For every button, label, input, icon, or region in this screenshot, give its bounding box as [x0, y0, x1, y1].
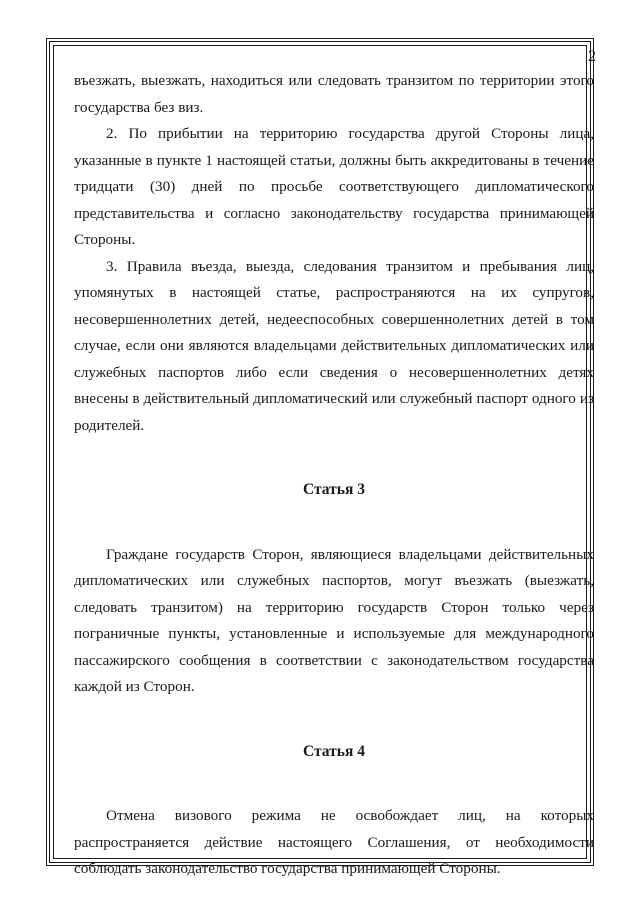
article-3-text: Граждане государств Сторон, являющиеся владельцами действительных дипломатических или служебных паспортов, могут въезжать (выезжать, следовать транзитом) на территорию государств Сторон только через пограничные пункты, установленные и используемые для международного пассажирского сообщения в соответствии с законодательством государства каждой из Сторон. — [74, 545, 594, 695]
paragraph-art2-item3: 3. Правила въезда, выезда, следования транзитом и пребывания лиц, упомянутых в настоящей статье, распространяются на их супругов, несовершеннолетних детей, недееспособных совершеннолетних детей в том случае, если они являются владельцами действительных дипломатических или служебных паспортов либо если сведения о несовершеннолетних детях внесены в действительный дипломатический или служебный паспорт одного из родителей. — [74, 257, 594, 434]
article-4-text: Отмена визового режима не освобождает лиц, на которых распространяется действие настоящего Соглашения, от необходимости соблюдать законодательство государства принимающей Стороны. — [74, 807, 594, 877]
document-body — [74, 68, 594, 883]
page-number: 2 — [588, 48, 596, 65]
article-3-heading: Статья 3 — [303, 481, 365, 498]
article-4-section — [74, 803, 594, 883]
article-3-section — [74, 542, 594, 701]
article-4-heading: Статья 4 — [303, 742, 365, 760]
paragraph-art2-continuation: въезжать, выезжать, находиться или следовать транзитом по территории этого государства без виз. — [74, 72, 594, 116]
paragraph-art2-item2: 2. По прибытии на территорию государства другой Стороны лица, указанные в пункте 1 настоящей статьи, должны быть аккредитованы в течение тридцати (30) дней по просьбе соответствующего дипломатического представительства и согласно законодательству государства принимающей Стороны. — [74, 125, 594, 248]
